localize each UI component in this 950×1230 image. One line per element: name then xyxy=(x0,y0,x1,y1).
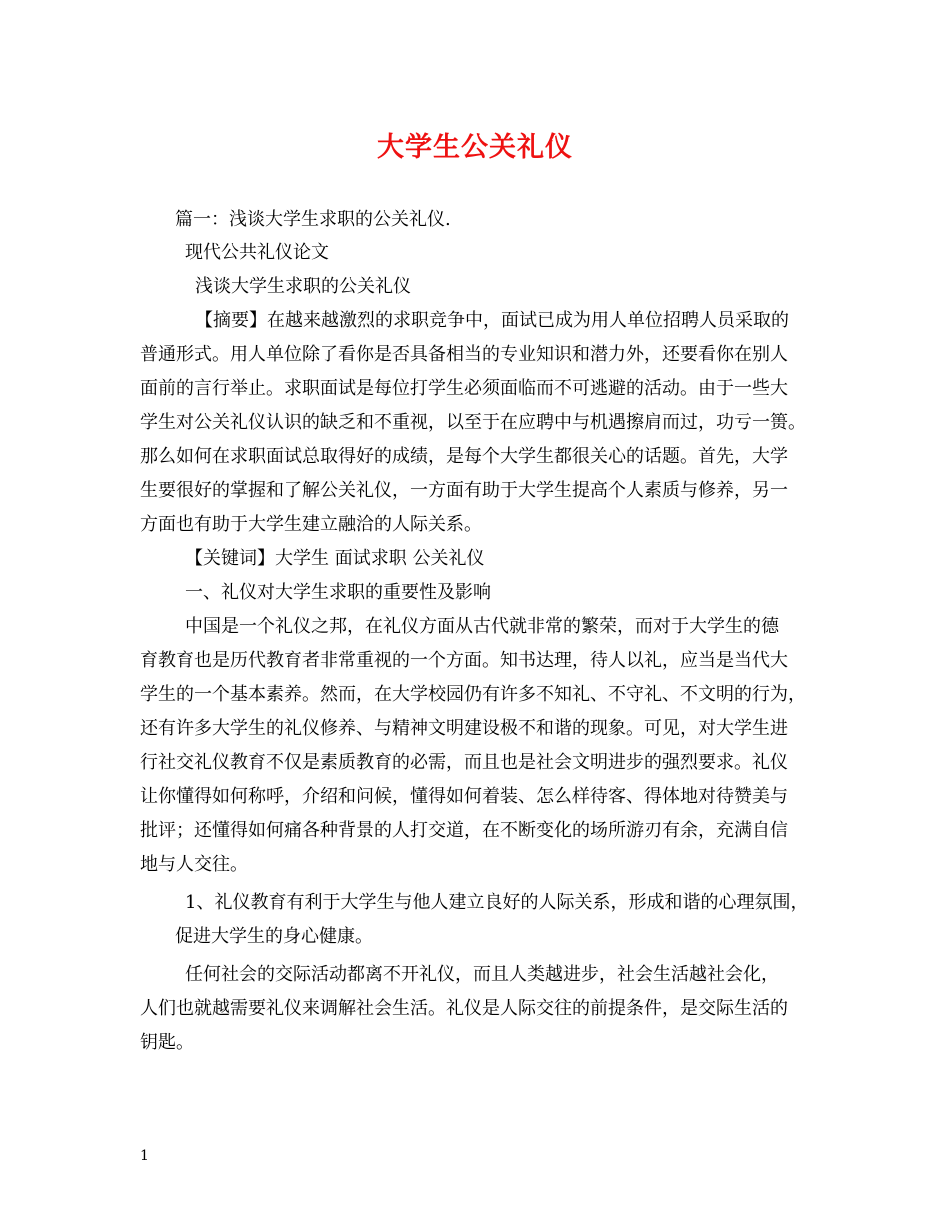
body-line-3: 浅谈大学生求职的公关礼仪 xyxy=(195,276,411,297)
body-line-21: 1、礼仪教育有利于大学生与他人建立良好的人际关系，形成和谐的心理氛围， xyxy=(185,892,809,913)
body-line-17: 行社交礼仪教育不仅是素质教育的必需，而且也是社会文明进步的强烈要求。礼仪 xyxy=(140,752,788,773)
body-line-25: 钥匙。 xyxy=(140,1032,194,1053)
document-title: 大学生公关礼仪 xyxy=(377,132,573,163)
body-line-9: 生要很好的掌握和了解公关礼仪，一方面有助于大学生提高个人素质与修养，另一 xyxy=(140,480,788,501)
body-line-14: 育教育也是历代教育者非常重视的一个方面。知书达理，待人以礼，应当是当代大 xyxy=(140,650,788,671)
body-line-16: 还有许多大学生的礼仪修养、与精神文明建设极不和谐的现象。可见，对大学生进 xyxy=(140,718,788,739)
body-line-18: 让你懂得如何称呼，介绍和问候，懂得如何着装、怎么样待客、得体地对待赞美与 xyxy=(140,786,788,807)
body-line-15: 学生的一个基本素养。然而，在大学校园仍有许多不知礼、不守礼、不文明的行为， xyxy=(140,684,806,705)
body-line-19: 批评；还懂得如何痛各种背景的人打交道，在不断变化的场所游刃有余，充满自信 xyxy=(140,820,788,841)
body-line-7: 学生对公关礼仪认识的缺乏和不重视，以至于在应聘中与机遇擦肩而过，功亏一篑。 xyxy=(140,412,806,433)
body-line-4: 【摘要】在越来越激烈的求职竞争中，面试已成为用人单位招聘人员采取的 xyxy=(195,310,789,331)
body-line-5: 普通形式。用人单位除了看你是否具备相当的专业知识和潜力外，还要看你在别人 xyxy=(140,344,788,365)
body-line-22: 促进大学生的身心健康。 xyxy=(175,926,373,947)
body-line-10: 方面也有助于大学生建立融洽的人际关系。 xyxy=(140,514,482,535)
body-line-6: 面前的言行举止。求职面试是每位打学生必须面临而不可逃避的活动。由于一些大 xyxy=(140,378,788,399)
body-line-12: 一、礼仪对大学生求职的重要性及影响 xyxy=(185,582,491,603)
body-line-20: 地与人交往。 xyxy=(140,854,248,875)
body-line-24: 人们也就越需要礼仪来调解社会生活。礼仪是人际交往的前提条件，是交际生活的 xyxy=(140,998,788,1019)
page-number: 1 xyxy=(140,1148,149,1164)
body-line-1: 篇一：浅谈大学生求职的公关礼仪. xyxy=(175,209,451,230)
body-line-13: 中国是一个礼仪之邦，在礼仪方面从古代就非常的繁荣，而对于大学生的德 xyxy=(185,616,779,637)
body-line-11: 【关键词】大学生 面试求职 公关礼仪 xyxy=(185,548,485,569)
body-line-23: 任何社会的交际活动都离不开礼仪，而且人类越进步，社会生活越社会化， xyxy=(185,964,779,985)
body-line-2: 现代公共礼仪论文 xyxy=(185,242,329,263)
body-line-8: 那么如何在求职面试总取得好的成绩，是每个大学生都很关心的话题。首先，大学 xyxy=(140,446,788,467)
